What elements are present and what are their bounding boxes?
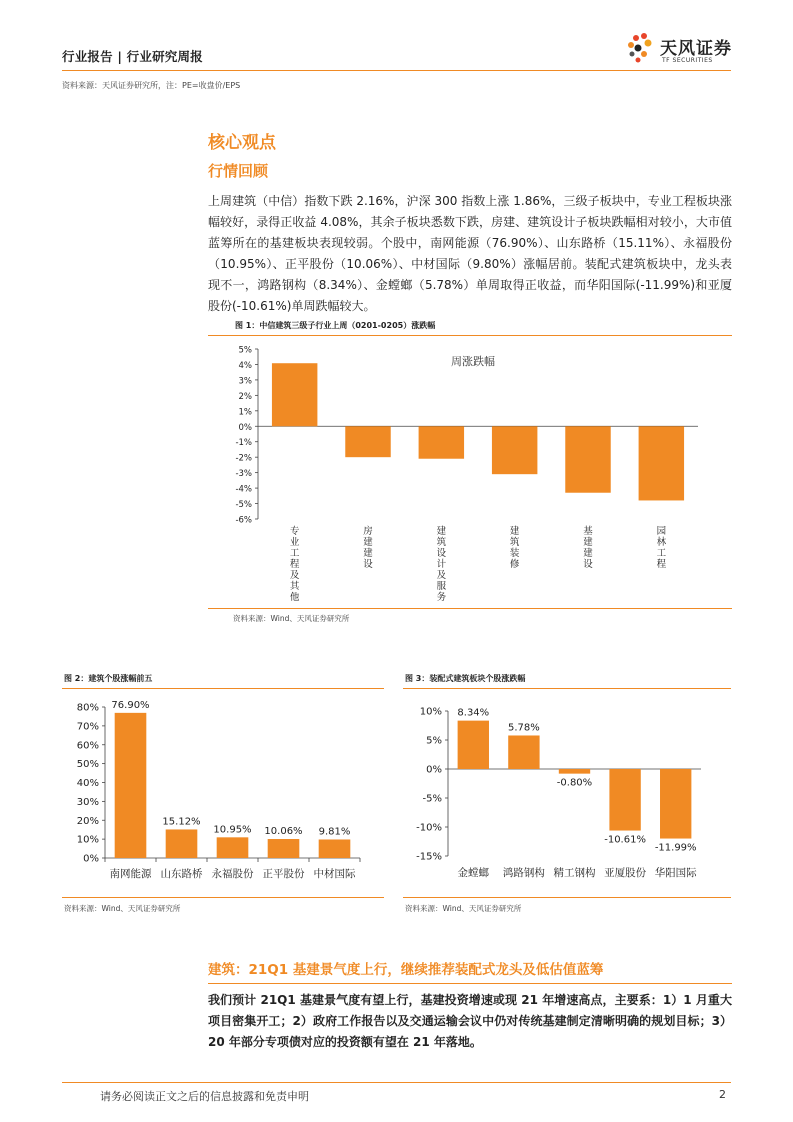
fig1-y-tick-label: -3% xyxy=(235,469,252,480)
fig1-bottom-rule xyxy=(208,608,732,609)
fig1-chart xyxy=(208,338,732,608)
report-header-title: 行业报告 | 行业研究周报 xyxy=(62,49,203,64)
fig1-y-tick-label: 2% xyxy=(238,391,252,402)
market-review-paragraph: 上周建筑（中信）指数下跌 2.16%，沪深 300 指数上涨 1.86%，三级子板块中，专业工程板块涨幅较好，录得正收益 4.08%，其余子板块悉数下跌，房建、建筑设计子板块跌幅相对较小，大市值蓝筹所在的基建板块表现较弱。个股中，南网能源（76.90%）、山东路桥（15.11%）、永福股份（10.95%）、正平股份（10.06%）、中材国际（9.80%）涨幅居前。装配式建筑板块中，龙头表现不一，鸿路钢构（8.34%）、金螳螂（5.78%）单周取得正收益，而华阳国际(-11.99%)和亚厦股份(-10.61%)单周跌幅较大。 xyxy=(208,194,732,313)
fig1-bar xyxy=(492,426,537,474)
fig1-category-label-char: 业 xyxy=(289,537,300,548)
fig2-data-label: 15.12% xyxy=(162,816,201,828)
fig1-bar xyxy=(565,426,610,492)
fig1-category-label-char: 程 xyxy=(289,559,300,570)
heading-market-review: 行情回顾 xyxy=(208,162,269,180)
fig1-bar xyxy=(639,426,684,500)
fig1-y-tick-label: 1% xyxy=(238,407,252,418)
fig2-category-label: 正平股份 xyxy=(262,868,305,880)
fig1-category-label-char: 设 xyxy=(583,559,593,570)
fig1-category-label-char: 建 xyxy=(363,548,373,559)
fig3-bar xyxy=(458,721,489,769)
fig1-category-label-char: 服 xyxy=(436,581,447,592)
fig1-category-label-char: 及 xyxy=(289,570,300,581)
fig3-y-tick-label: -15% xyxy=(416,851,442,863)
flower-logo-icon xyxy=(622,30,662,70)
fig2-bar xyxy=(268,839,300,858)
fig1-category-label-char: 务 xyxy=(436,592,447,603)
fig1-category-label-char: 他 xyxy=(289,592,300,603)
fig2-y-tick-label: 50% xyxy=(76,759,99,771)
fig1-y-tick-label: 0% xyxy=(238,422,252,433)
fig1-source: 资料来源：Wind、天风证券研究所 xyxy=(233,614,350,623)
fig3-bar xyxy=(609,769,640,831)
fig1-chart-title: 周涨跌幅 xyxy=(451,355,495,368)
fig2-y-tick-label: 40% xyxy=(76,778,99,789)
fig2-data-label: 76.90% xyxy=(111,699,150,711)
fig1-y-tick-label: 4% xyxy=(238,360,252,371)
fig1-category-label-char: 房 xyxy=(363,526,373,537)
fig1-category-label-char: 工 xyxy=(289,548,300,559)
fig3-source: 资料来源：Wind、天风证券研究所 xyxy=(405,904,522,913)
page-number: 2 xyxy=(719,1088,726,1101)
fig3-data-label: -0.80% xyxy=(556,777,593,789)
fig2-top-rule xyxy=(62,688,384,689)
fig2-y-tick-label: 20% xyxy=(76,815,99,827)
fig1-y-tick-label: -2% xyxy=(235,453,252,464)
fig1-category-label-char: 工 xyxy=(656,548,667,559)
fig2-chart xyxy=(62,690,384,895)
fig2-bar xyxy=(319,839,351,858)
fig3-y-tick-label: 5% xyxy=(426,735,442,747)
fig3-data-label: -10.61% xyxy=(604,834,646,846)
fig1-title: 图 1：中信建筑三级子行业上周（0201-0205）涨跌幅 xyxy=(235,321,436,330)
fig1-y-tick-label: -6% xyxy=(235,515,252,526)
fig2-category-label: 中材国际 xyxy=(313,868,356,880)
fig3-y-tick-label: 10% xyxy=(419,706,442,718)
fig2-y-tick-label: 30% xyxy=(76,796,99,808)
fig1-category-label-char: 建 xyxy=(583,548,593,559)
fig3-category-label: 金螳螂 xyxy=(457,867,490,879)
fig3-data-label: 8.34% xyxy=(457,707,490,719)
fig1-bar xyxy=(272,363,317,426)
fig2-y-tick-label: 60% xyxy=(76,740,99,752)
fig1-category-label-char: 设 xyxy=(436,548,447,559)
fig1-category-label-char: 程 xyxy=(656,559,667,570)
section-heading: 建筑：21Q1 基建景气度上行，继续推荐装配式龙头及低估值蓝筹 xyxy=(208,962,604,978)
fig1-category-label-char: 基 xyxy=(583,526,593,537)
fig3-category-label: 华阳国际 xyxy=(654,867,697,879)
fig2-data-label: 9.81% xyxy=(318,826,351,838)
fig2-category-label: 山东路桥 xyxy=(160,868,203,880)
fig3-y-tick-label: -10% xyxy=(416,822,442,834)
fig3-data-label: 5.78% xyxy=(508,722,540,734)
fig1-category-label-char: 建 xyxy=(363,537,373,548)
fig2-y-tick-label: 80% xyxy=(76,702,99,714)
fig1-y-tick-label: -1% xyxy=(235,438,252,449)
fig1-bar xyxy=(419,426,464,458)
fig3-chart xyxy=(403,690,731,895)
fig1-category-label-char: 设 xyxy=(363,559,373,570)
section-rule xyxy=(208,983,732,984)
fig3-category-label: 鸿路钢构 xyxy=(502,867,545,879)
fig2-category-label: 永福股份 xyxy=(211,868,254,880)
fig1-category-label-char: 计 xyxy=(436,559,447,570)
fig3-bar xyxy=(559,769,590,774)
fig1-category-label-char: 修 xyxy=(509,559,520,570)
fig1-category-label-char: 装 xyxy=(509,548,520,559)
fig3-bar xyxy=(508,735,539,769)
fig1-category-label-char: 园 xyxy=(656,526,667,537)
fig1-category-label-char: 其 xyxy=(289,581,300,592)
fig2-bottom-rule xyxy=(62,897,384,898)
fig1-y-tick-label: 5% xyxy=(238,345,252,356)
fig1-category-label-char: 筑 xyxy=(436,537,447,548)
fig2-bar xyxy=(115,713,147,858)
fig1-y-tick-label: -5% xyxy=(235,500,252,511)
fig2-data-label: 10.06% xyxy=(264,826,303,838)
fig1-category-label-char: 及 xyxy=(436,570,447,581)
fig1-category-label-char: 筑 xyxy=(509,537,520,548)
fig1-category-label-char: 建 xyxy=(583,537,593,548)
header-source-note: 资料来源：天风证券研究所，注：PE=收盘价/EPS xyxy=(62,81,241,90)
fig3-y-tick-label: 0% xyxy=(426,764,442,776)
fig1-category-label-char: 林 xyxy=(656,537,667,548)
fig3-category-label: 精工钢构 xyxy=(553,867,596,879)
logo-text-cn: 天风证券 xyxy=(660,39,732,59)
header-rule xyxy=(62,70,731,71)
fig1-top-rule xyxy=(208,335,732,336)
fig2-y-tick-label: 0% xyxy=(83,853,99,865)
fig3-bar xyxy=(660,769,691,839)
fig3-title: 图 3：装配式建筑板块个股涨跌幅 xyxy=(405,674,526,683)
fig3-bottom-rule xyxy=(403,897,731,898)
fig2-data-label: 10.95% xyxy=(213,824,252,836)
fig3-category-label: 亚厦股份 xyxy=(604,867,647,879)
footer-disclaimer: 请务必阅读正文之后的信息披露和免责申明 xyxy=(100,1090,309,1103)
fig3-y-tick-label: -5% xyxy=(422,793,442,805)
footer-rule xyxy=(62,1082,731,1083)
fig1-category-label-char: 建 xyxy=(509,526,520,537)
logo-text-en: TF SECURITIES xyxy=(662,57,713,64)
fig2-y-tick-label: 70% xyxy=(76,721,99,733)
fig3-top-rule xyxy=(403,688,731,689)
fig1-y-tick-label: 3% xyxy=(238,376,252,387)
fig1-y-tick-label: -4% xyxy=(235,484,252,495)
fig2-bar xyxy=(166,829,198,858)
fig1-category-label-char: 建 xyxy=(436,526,447,537)
heading-core-views: 核心观点 xyxy=(208,133,276,153)
section-body: 我们预计 21Q1 基建景气度有望上行，基建投资增速或现 21 年增速高点，主要系：1）1 月重大项目密集开工；2）政府工作报告以及交通运输会议中仍对传统基建制定清晰明确的规划目标；3）20 年部分专项债对应的投资额有望在 21 年落地。 xyxy=(208,993,732,1049)
fig2-bar xyxy=(217,837,249,858)
fig2-title: 图 2：建筑个股涨幅前五 xyxy=(64,674,153,683)
fig3-data-label: -11.99% xyxy=(654,842,697,854)
fig1-category-label-char: 专 xyxy=(289,526,300,537)
fig1-bar xyxy=(345,426,390,457)
fig2-category-label: 南网能源 xyxy=(109,868,152,880)
fig2-source: 资料来源：Wind、天风证券研究所 xyxy=(64,904,181,913)
fig2-y-tick-label: 10% xyxy=(76,834,99,846)
